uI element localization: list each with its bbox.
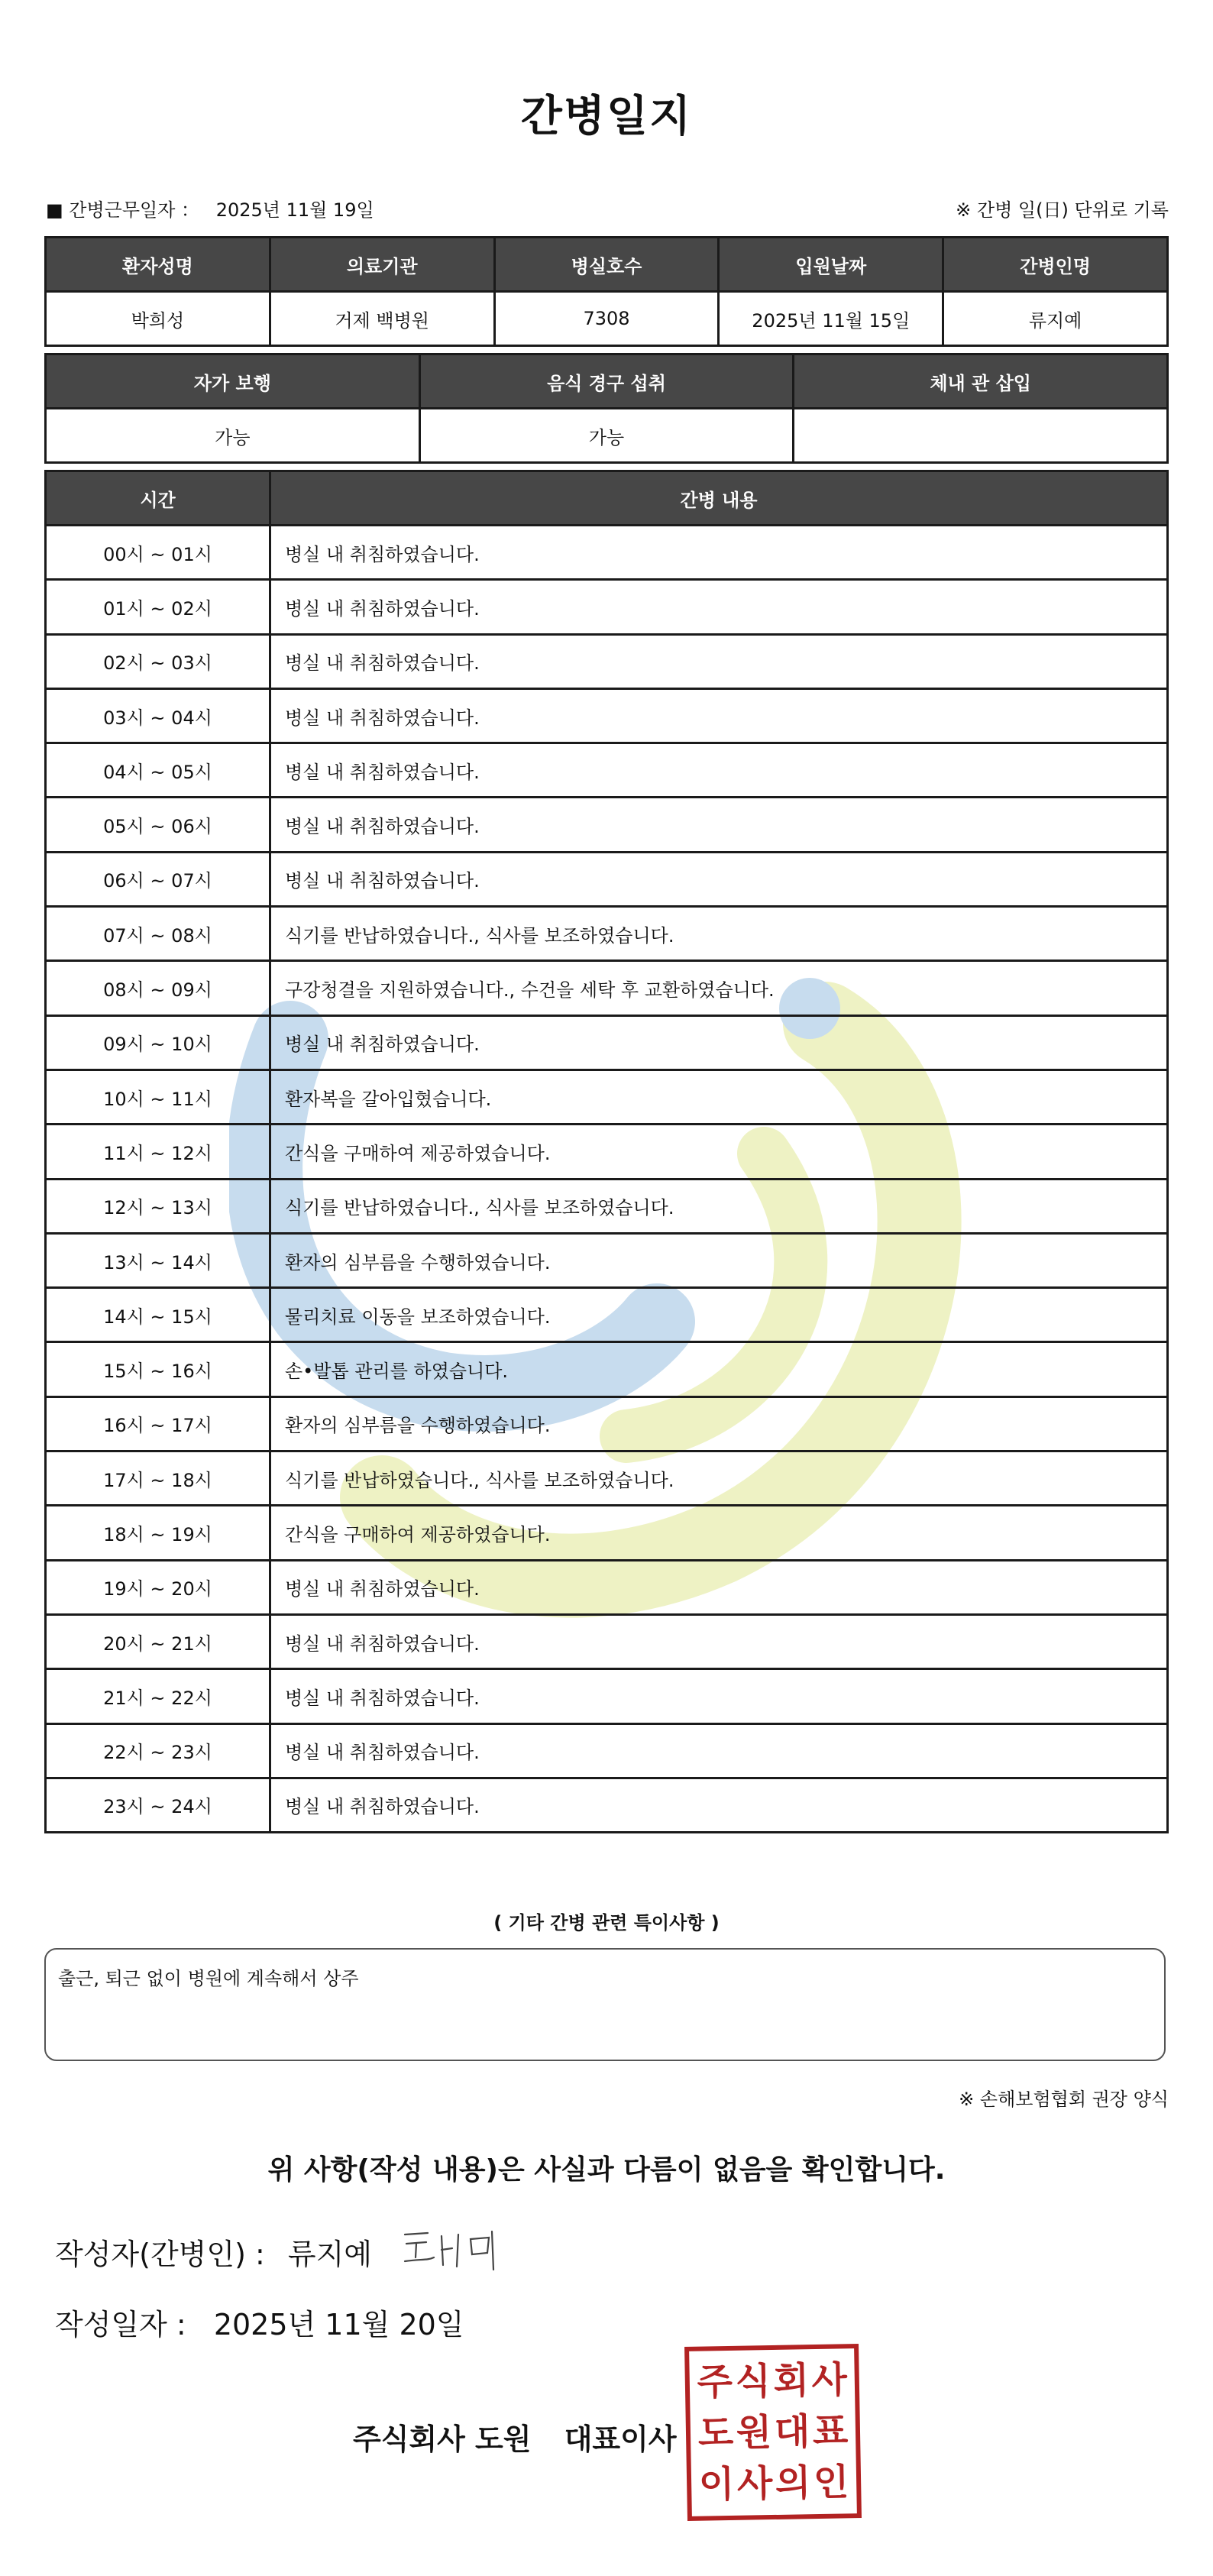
company-name: 주식회사 도원 — [353, 2422, 532, 2456]
care-content: 병실 내 취침하였습니다. — [270, 798, 1168, 852]
seal-character: 도 — [697, 2411, 734, 2455]
header-tube-insertion: 체내 관 삽입 — [794, 354, 1168, 409]
care-content: 병실 내 취침하였습니다. — [270, 1669, 1168, 1723]
representative-title: 대표이사 — [564, 2422, 677, 2456]
care-content: 환자의 심부름을 수행하였습니다. — [270, 1396, 1168, 1451]
work-date-label: ■ 간병근무일자 ： — [46, 199, 200, 221]
header-patient-name: 환자성명 — [46, 238, 270, 292]
patient-status-header-row — [46, 354, 1168, 409]
seal-character: 표 — [812, 2409, 849, 2454]
header-room-number: 병실호수 — [494, 238, 719, 292]
writer-name: 류지예 — [287, 2238, 372, 2271]
table-row — [46, 1560, 1168, 1614]
seal-character: 사 — [736, 2461, 773, 2506]
table-row — [46, 798, 1168, 852]
time-slot: 00시 ~ 01시 — [46, 526, 270, 580]
care-log-table — [44, 470, 1169, 1833]
table-row — [46, 1669, 1168, 1723]
recommended-form-note: ※ 손해보험협회 권장 양식 — [959, 2089, 1169, 2110]
caregiver-name: 류지예 — [943, 292, 1168, 346]
patient-name: 박희성 — [46, 292, 270, 346]
patient-status-table — [44, 353, 1169, 464]
table-row — [46, 1179, 1168, 1233]
care-content: 병실 내 취침하였습니다. — [270, 580, 1168, 634]
time-slot: 17시 ~ 18시 — [46, 1451, 270, 1506]
admission-date: 2025년 11월 15일 — [719, 292, 943, 346]
header-self-walking: 자가 보행 — [46, 354, 420, 409]
care-content: 병실 내 취침하였습니다. — [270, 634, 1168, 688]
table-row — [46, 1778, 1168, 1832]
care-content: 구강청결을 지원하였습니다., 수건을 세탁 후 교환하였습니다. — [270, 961, 1168, 1015]
seal-character: 이 — [698, 2462, 735, 2506]
write-date-line — [55, 2301, 464, 2343]
care-log-body — [46, 526, 1168, 1833]
time-slot: 10시 ~ 11시 — [46, 1070, 270, 1124]
table-row — [46, 1015, 1168, 1070]
time-slot: 21시 ~ 22시 — [46, 1669, 270, 1723]
header-oral-intake: 음식 경구 섭취 — [419, 354, 794, 409]
patient-info-header-row — [46, 238, 1168, 292]
care-content: 병실 내 취침하였습니다. — [270, 1015, 1168, 1070]
time-slot: 23시 ~ 24시 — [46, 1778, 270, 1832]
time-slot: 22시 ~ 23시 — [46, 1723, 270, 1778]
care-content: 병실 내 취침하였습니다. — [270, 1614, 1168, 1668]
table-row — [46, 1070, 1168, 1124]
write-date-value: 2025년 11월 20일 — [213, 2308, 464, 2341]
time-slot: 07시 ~ 08시 — [46, 907, 270, 961]
table-row — [46, 634, 1168, 688]
table-row — [46, 1506, 1168, 1560]
care-content: 병실 내 취침하였습니다. — [270, 526, 1168, 580]
table-row — [46, 1396, 1168, 1451]
care-content: 병실 내 취침하였습니다. — [270, 852, 1168, 906]
writer-line — [55, 2231, 372, 2273]
table-row — [46, 1723, 1168, 1778]
care-content: 병실 내 취침하였습니다. — [270, 1778, 1168, 1832]
time-slot: 16시 ~ 17시 — [46, 1396, 270, 1451]
care-content: 병실 내 취침하였습니다. — [270, 1723, 1168, 1778]
time-slot: 18시 ~ 19시 — [46, 1506, 270, 1560]
confirmation-statement: 위 사항(작성 내용)은 사실과 다름이 없음을 확인합니다. — [267, 2154, 946, 2186]
time-slot: 02시 ~ 03시 — [46, 634, 270, 688]
table-row — [46, 907, 1168, 961]
self-walking: 가능 — [46, 409, 420, 463]
company-seal-stamp — [684, 2344, 862, 2521]
table-row — [46, 1614, 1168, 1668]
writer-label: 작성자(간병인) : — [55, 2238, 265, 2271]
care-content: 간식을 구매하여 제공하였습니다. — [270, 1125, 1168, 1179]
care-content: 물리치료 이동을 보조하였습니다. — [270, 1288, 1168, 1342]
table-row — [46, 1342, 1168, 1396]
patient-info-table — [44, 236, 1169, 347]
hospital: 거제 백병원 — [270, 292, 494, 346]
care-content: 병실 내 취침하였습니다. — [270, 743, 1168, 798]
table-row — [46, 580, 1168, 634]
table-row — [46, 961, 1168, 1015]
write-date-label: 작성일자 : — [55, 2308, 186, 2341]
care-content: 환자의 심부름을 수행하였습니다. — [270, 1233, 1168, 1287]
care-content: 식기를 반납하였습니다., 식사를 보조하였습니다. — [270, 907, 1168, 961]
table-row — [46, 1125, 1168, 1179]
care-content: 병실 내 취침하였습니다. — [270, 688, 1168, 743]
header-admission-date: 입원날짜 — [719, 238, 943, 292]
care-content: 식기를 반납하였습니다., 식사를 보조하였습니다. — [270, 1179, 1168, 1233]
record-unit-note: ※ 간병 일(日) 단위로 기록 — [956, 199, 1169, 221]
header-time: 시간 — [46, 471, 270, 526]
notes-title: ( 기타 간병 관련 특이사항 ) — [493, 1912, 720, 1934]
seal-character: 의 — [775, 2461, 811, 2505]
handwritten-signature — [397, 2219, 504, 2280]
header-hospital: 의료기관 — [270, 238, 494, 292]
table-row — [46, 688, 1168, 743]
care-content: 식기를 반납하였습니다., 식사를 보조하였습니다. — [270, 1451, 1168, 1506]
time-slot: 08시 ~ 09시 — [46, 961, 270, 1015]
table-row — [46, 1451, 1168, 1506]
patient-status-value-row — [46, 409, 1168, 463]
time-slot: 04시 ~ 05시 — [46, 743, 270, 798]
care-content: 손•발톱 관리를 하였습니다. — [270, 1342, 1168, 1396]
company-line — [353, 2416, 677, 2458]
seal-character: 주 — [697, 2361, 733, 2405]
care-content: 간식을 구매하여 제공하였습니다. — [270, 1506, 1168, 1560]
room-number: 7308 — [494, 292, 719, 346]
time-slot: 09시 ~ 10시 — [46, 1015, 270, 1070]
time-slot: 13시 ~ 14시 — [46, 1233, 270, 1287]
oral-intake: 가능 — [419, 409, 794, 463]
table-row — [46, 852, 1168, 906]
work-date — [46, 195, 374, 222]
time-slot: 19시 ~ 20시 — [46, 1560, 270, 1614]
work-date-value: 2025년 11월 19일 — [215, 199, 374, 221]
time-slot: 15시 ~ 16시 — [46, 1342, 270, 1396]
document-title: 간병일지 — [520, 92, 693, 141]
time-slot: 12시 ~ 13시 — [46, 1179, 270, 1233]
table-row — [46, 526, 1168, 580]
care-log-header-row — [46, 471, 1168, 526]
notes-box: 출근, 퇴근 없이 병원에 계속해서 상주 — [44, 1948, 1166, 2061]
time-slot: 03시 ~ 04시 — [46, 688, 270, 743]
care-content: 환자복을 갈아입혔습니다. — [270, 1070, 1168, 1124]
header-care-content: 간병 내용 — [270, 471, 1168, 526]
time-slot: 05시 ~ 06시 — [46, 798, 270, 852]
seal-character: 사 — [811, 2358, 848, 2403]
seal-character: 원 — [736, 2411, 772, 2455]
seal-character: 대 — [774, 2410, 810, 2454]
patient-info-value-row — [46, 292, 1168, 346]
tube-insertion — [794, 409, 1168, 463]
time-slot: 11시 ~ 12시 — [46, 1125, 270, 1179]
seal-character: 식 — [735, 2360, 771, 2404]
time-slot: 06시 ~ 07시 — [46, 852, 270, 906]
table-row — [46, 743, 1168, 798]
care-content: 병실 내 취침하였습니다. — [270, 1560, 1168, 1614]
table-row — [46, 1233, 1168, 1287]
seal-character: 회 — [773, 2359, 810, 2403]
table-row — [46, 1288, 1168, 1342]
time-slot: 20시 ~ 21시 — [46, 1614, 270, 1668]
time-slot: 01시 ~ 02시 — [46, 580, 270, 634]
header-caregiver-name: 간병인명 — [943, 238, 1168, 292]
time-slot: 14시 ~ 15시 — [46, 1288, 270, 1342]
seal-character: 인 — [813, 2460, 849, 2504]
